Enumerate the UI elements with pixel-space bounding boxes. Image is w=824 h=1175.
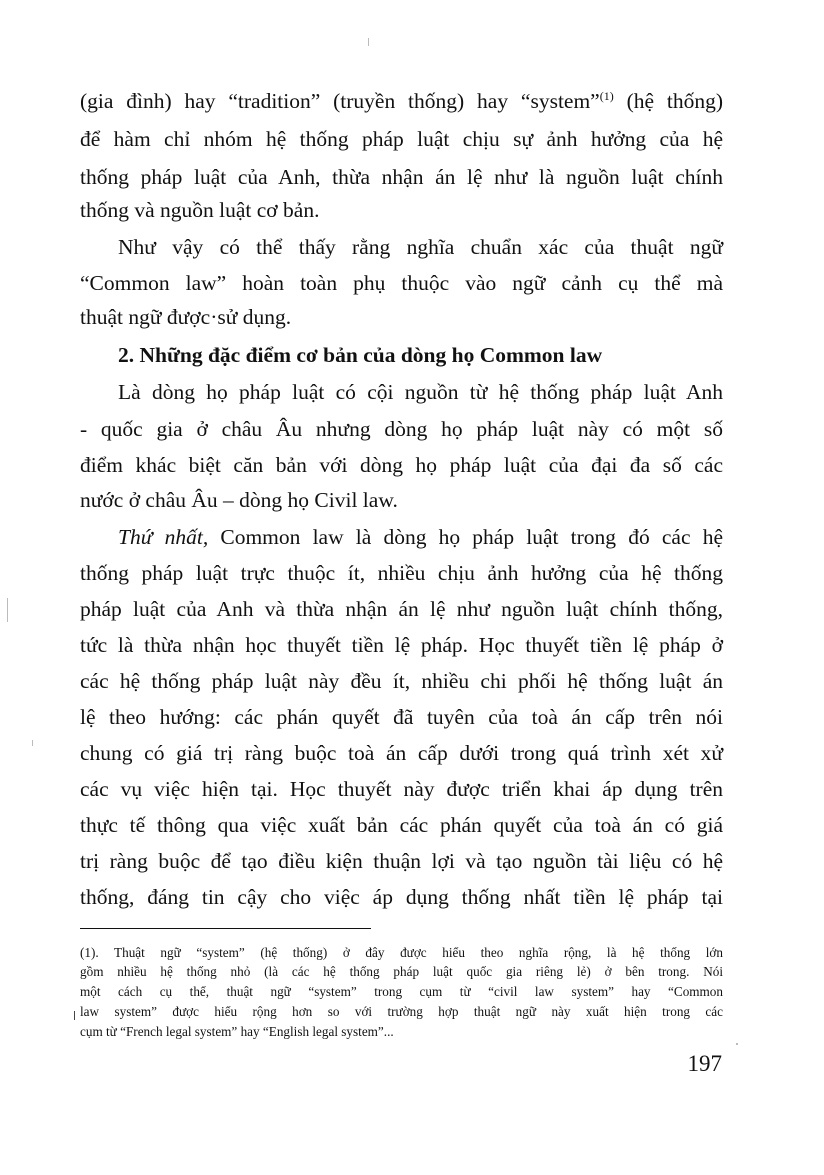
scan-edge-mark-2 — [32, 740, 33, 746]
footnote-line-5: cụm từ “French legal system” hay “English legal system”... — [80, 1024, 394, 1039]
scan-speck — [368, 38, 369, 46]
body-line-1-text: (gia đình) hay “tradition” (truyền thống) hay “system” — [80, 89, 600, 113]
body-line-7: thuật ngữ được·sử dụng. — [80, 305, 292, 329]
body-line-13 — [118, 522, 723, 552]
body-line-12: nước ở châu Âu – dòng họ Civil law. — [80, 488, 398, 512]
body-line-6: “Common law” hoàn toàn phụ thuộc vào ngữ cảnh cụ thể mà — [80, 271, 723, 295]
footnote-line-3: một cách cụ thể, thuật ngữ “system” trong cụm từ “civil law system” hay “Common — [80, 984, 723, 999]
body-line-15: pháp luật của Anh và thừa nhận án lệ như nguồn luật chính thống, — [80, 597, 723, 621]
body-line-18: lệ theo hướng: các phán quyết đã tuyên của toà án cấp trên nói — [80, 705, 723, 729]
body-line-17: các hệ thống pháp luật này đều ít, nhiều chi phối hệ thống luật án — [80, 669, 723, 693]
footnote-line-1: (1). Thuật ngữ “system” (hệ thống) ở đây được hiểu theo nghĩa rộng, là hệ thống lớn — [80, 945, 723, 960]
page-number: 197 — [687, 1051, 722, 1076]
body-line-22: trị ràng buộc để tạo điều kiện thuận lợi và tạo nguồn tài liệu có hệ — [80, 849, 723, 873]
body-line-14: thống pháp luật trực thuộc ít, nhiều chịu ảnh hưởng của hệ thống — [80, 561, 723, 585]
scan-edge-mark — [7, 598, 8, 622]
footnote-line-2: gồm nhiều hệ thống nhỏ (là các hệ thống pháp luật quốc gia riêng lẻ) ở bên trong. Nói — [80, 964, 723, 979]
emphasis-first: Thứ nhất, — [118, 525, 209, 549]
footnote-ref-1: (1) — [599, 88, 614, 103]
body-line-10: - quốc gia ở châu Âu nhưng dòng họ pháp luật này có một số — [80, 417, 723, 441]
body-line-4: thống và nguồn luật cơ bản. — [80, 198, 320, 222]
body-line-13-text: Common law là dòng họ pháp luật trong đó các hệ — [208, 525, 723, 549]
scan-speck-2 — [736, 1043, 738, 1045]
body-line-21: thực tế thông qua việc xuất bản các phán quyết của toà án có giá — [80, 813, 723, 837]
body-line-11: điểm khác biệt căn bản với dòng họ pháp luật của đại đa số các — [80, 453, 723, 477]
footnote-line-4: law system” được hiểu rộng hơn so với trường hợp thuật ngữ này xuất hiện trong các — [80, 1004, 723, 1019]
body-line-1-tail: (hệ thống) — [613, 89, 723, 113]
footnote-divider — [80, 928, 371, 929]
body-line-19: chung có giá trị ràng buộc toà án cấp dưới trong quá trình xét xử — [80, 741, 723, 765]
scan-edge-mark-3 — [74, 1011, 75, 1020]
body-line-2: để hàm chỉ nhóm hệ thống pháp luật chịu sự ảnh hưởng của hệ — [80, 127, 723, 151]
body-line-3: thống pháp luật của Anh, thừa nhận án lệ như là nguồn luật chính — [80, 165, 723, 189]
body-line-20: các vụ việc hiện tại. Học thuyết này được triển khai áp dụng trên — [80, 777, 723, 801]
body-line-9: Là dòng họ pháp luật có cội nguồn từ hệ thống pháp luật Anh — [118, 380, 723, 404]
body-line-1 — [80, 86, 723, 116]
body-line-5: Như vậy có thể thấy rằng nghĩa chuẩn xác của thuật ngữ — [118, 235, 723, 259]
body-line-23: thống, đáng tin cậy cho việc áp dụng thống nhất tiền lệ pháp tại — [80, 885, 723, 909]
body-line-16: tức là thừa nhận học thuyết tiền lệ pháp. Học thuyết tiền lệ pháp ở — [80, 633, 723, 657]
section-heading: 2. Những đặc điểm cơ bản của dòng họ Common law — [118, 343, 603, 367]
